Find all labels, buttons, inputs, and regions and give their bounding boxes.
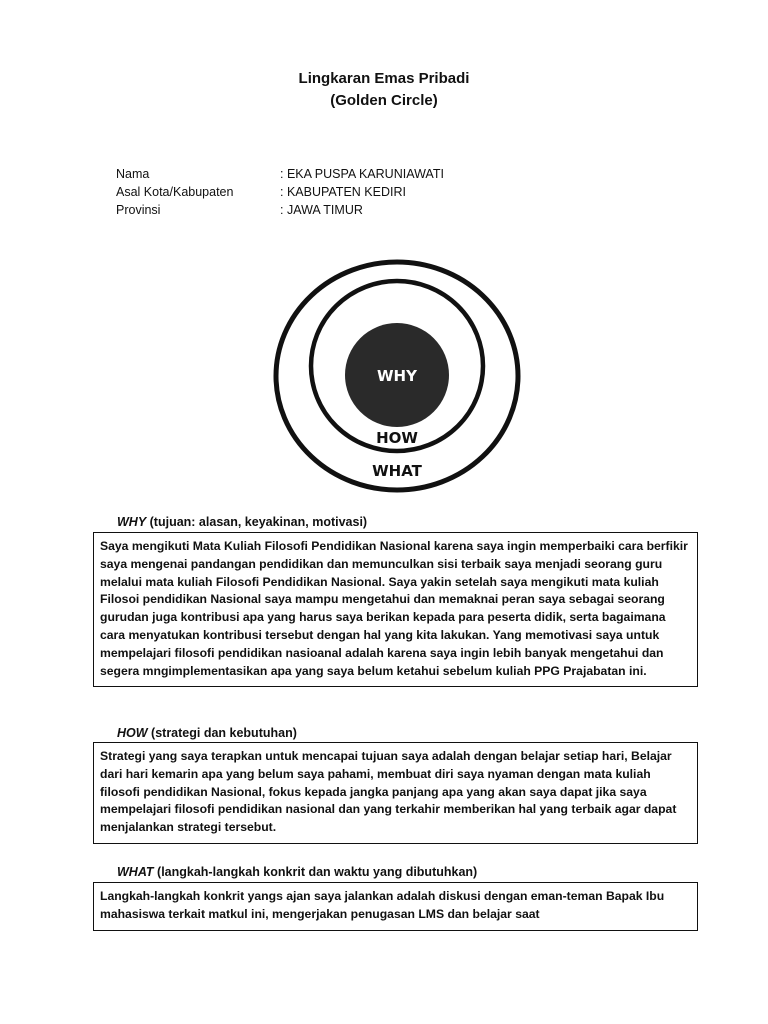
what-text: Langkah-langkah konkrit yangs ajan saya jalankan adalah diskusi dengan eman-teman Bapak Ibu mahasiswa terkait matkul ini, mengerjakan penugasan LMS dan belajar saat xyxy=(100,889,665,921)
title-main: Lingkaran Emas Pribadi xyxy=(298,70,470,87)
why-label: WHY xyxy=(377,367,417,385)
how-label: HOW xyxy=(376,429,418,447)
identity-block xyxy=(116,165,444,219)
document-title xyxy=(0,68,768,112)
what-label: WHAT xyxy=(372,462,422,480)
identity-row-name xyxy=(116,165,444,183)
title-sub: (Golden Circle) xyxy=(330,92,438,109)
identity-label: Provinsi xyxy=(116,203,161,217)
identity-value: : EKA PUSPA KARUNIAWATI xyxy=(280,167,444,181)
identity-label: Nama xyxy=(116,167,150,181)
how-keyword: HOW xyxy=(117,726,148,740)
why-box xyxy=(93,532,698,687)
identity-value: : KABUPATEN KEDIRI xyxy=(280,185,406,199)
what-subtitle: (langkah-langkah konkrit dan waktu yang dibutuhkan) xyxy=(153,865,478,879)
what-keyword: WHAT xyxy=(117,865,154,879)
how-box xyxy=(93,742,698,844)
identity-label: Asal Kota/Kabupaten xyxy=(116,185,234,199)
why-heading xyxy=(117,515,367,529)
what-heading xyxy=(117,865,477,879)
how-heading xyxy=(117,726,297,740)
how-subtitle: (strategi dan kebutuhan) xyxy=(147,726,297,740)
what-box xyxy=(93,882,698,931)
why-text: Saya mengikuti Mata Kuliah Filosofi Pendidikan Nasional karena saya ingin memperbaiki cara berfikir saya mengenai pandangan pendidikan dan memunculkan sisi terbaik saya menjadi seorang guru melalui mata kuliah Filosofi Pendidikan Nasional. Saya yakin setelah saya mengikuti mata kuliah Filosoi pendidikan Nasional saya mampu mengetahui dan memaknai peran saya sebagai seorang gurudan juga kontribusi apa yang harus saya berikan kepada para peserta didik, serta bagaimana cara menyatukan kontribusi tersebut dengan hal yang kita lakukan. Yang memotivasi saya untuk mempelajari filosofi pendidikan nasioanal adalah karena saya ingin lebih banyak mengetahui dan segera mngimplementasikan apa yang saya belum ketahui sebelum kuliah PPG Prajabatan ini. xyxy=(100,539,688,678)
identity-row-province xyxy=(116,201,444,219)
identity-value: : JAWA TIMUR xyxy=(280,203,363,217)
how-text: Strategi yang saya terapkan untuk mencapai tujuan saya adalah dengan belajar setiap hari, Belajar dari hari kemarin apa yang belum saya pahami, membuat diri saya nyaman dengan mata kuliah filosofi pendidikan Nasional, fokus kepada jangka panjang apa yang akan saya dapat jika saya mempelajari filosofi pendidikan nasional dan yang terkahir memberikan hal yang terbaik agar dapat menjalankan strategi tersebut. xyxy=(100,749,677,835)
identity-row-city xyxy=(116,183,444,201)
why-subtitle: (tujuan: alasan, keyakinan, motivasi) xyxy=(146,515,368,529)
golden-circle-diagram xyxy=(272,258,522,494)
why-keyword: WHY xyxy=(117,515,147,529)
